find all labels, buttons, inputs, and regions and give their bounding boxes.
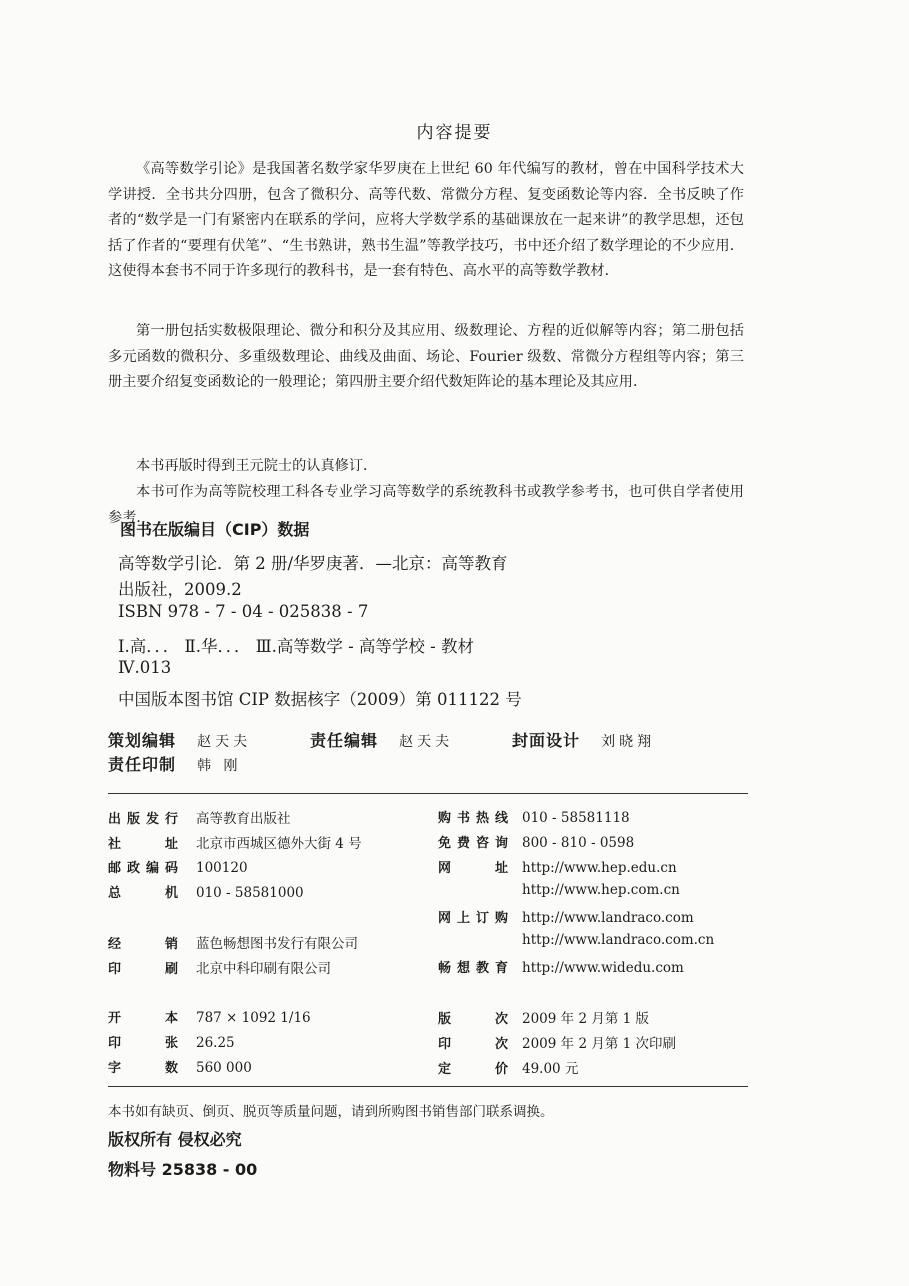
info-left-8: 字数 560 000 xyxy=(108,1060,252,1076)
planning-editor-name: 赵天夫 xyxy=(197,734,252,750)
quality-notice: 本书如有缺页、倒页、脱页等质量问题，请到所购图书销售部门联系调换。 xyxy=(108,1104,554,1120)
material-number: 物料号 25838 - 00 xyxy=(108,1160,258,1179)
planning-editor xyxy=(108,728,251,751)
info-right-7: 版次 2009 年 2 月第 1 版 xyxy=(438,1011,649,1027)
bottom-divider xyxy=(108,1086,748,1087)
summary-paragraph-2: 第一册包括实数极限理论、微分和积分及其应用、级数理论、方程的近似解等内容；第二册包括多元函数的微积分、多重级数理论、曲线及曲面、场论、Fourier 级数、常微分方程组等内容；第三册主要介绍复变函数论的一般理论；第四册主要介绍代数矩阵论的基本理论及其应用． xyxy=(108,323,744,390)
info-right-4: 网上订购 http://www.landraco.com xyxy=(438,910,694,926)
responsible-editor-name: 赵天夫 xyxy=(399,734,454,750)
cover-designer xyxy=(512,728,655,751)
planning-editor-label: 策划编辑 xyxy=(108,731,177,750)
print-supervisor xyxy=(108,752,242,775)
cover-designer-name: 刘晓翔 xyxy=(601,734,656,750)
cover-designer-label: 封面设计 xyxy=(512,731,581,750)
info-left-5: 印刷 北京中科印刷有限公司 xyxy=(108,961,331,977)
responsible-editor xyxy=(310,728,453,751)
print-supervisor-name: 韩 刚 xyxy=(197,758,242,774)
cip-line-1: 高等数学引论．第 2 册/华罗庚著．—北京：高等教育 xyxy=(118,554,508,573)
info-right-1: 免费咨询 800 - 810 - 0598 xyxy=(438,835,635,851)
info-left-6: 开本 787 × 1092 1/16 xyxy=(108,1010,311,1026)
info-left-0: 出版发行 高等教育出版社 xyxy=(108,811,291,827)
summary-paragraph-3: 本书再版时得到王元院士的认真修订． xyxy=(136,458,378,474)
top-divider xyxy=(108,793,748,794)
cip-line-3: Ⅰ.高．．． Ⅱ.华．．． Ⅲ.高等数学 - 高等学校 - 教材 xyxy=(118,637,474,656)
info-right-6: 畅想教育 http://www.widedu.com xyxy=(438,960,684,976)
info-left-3: 总机 010 - 58581000 xyxy=(108,885,304,901)
info-left-2: 邮政编码 100120 xyxy=(108,860,248,876)
print-supervisor-label: 责任印制 xyxy=(108,755,177,774)
summary-paragraph-1: 《高等数学引论》是我国著名数学家华罗庚在上世纪 60 年代编写的教材，曾在中国科学技术大学讲授．全书共分四册，包含了微积分、高等代数、常微分方程、复变函数论等内容．全书反映了作者的“数学是一门有紧密内在联系的学问，应将大学数学系的基础课放在一起来讲”的教学思想，还包括了作者的“要理有伏笔”、“生书熟讲，熟书生温”等教学技巧，书中还介绍了数学理论的不少应用．这使得本套书不同于许多现行的教科书，是一套有特色、高水平的高等数学教材． xyxy=(108,161,744,279)
info-right-0: 购书热线 010 - 58581118 xyxy=(438,810,630,826)
info-left-1: 社址 北京市西城区德外大街 4 号 xyxy=(108,836,362,852)
info-right-5: http://www.landraco.com.cn xyxy=(522,932,715,948)
cip-line-1b: 出版社，2009.2 xyxy=(118,580,242,599)
info-left-4: 经销 蓝色畅想图书发行有限公司 xyxy=(108,936,358,952)
info-right-8: 印次 2009 年 2 月第 1 次印刷 xyxy=(438,1036,676,1052)
copyright-notice: 版权所有 侵权必究 xyxy=(108,1130,242,1149)
info-left-7: 印张 26.25 xyxy=(108,1035,235,1051)
summary-paragraph-4: 本书可作为高等院校理工科各专业学习高等数学的系统教科书或教学参考书，也可供自学者使用参考． xyxy=(108,484,744,526)
cip-line-3b: Ⅳ.013 xyxy=(118,658,172,677)
page-title: 内容提要 xyxy=(416,123,493,143)
info-right-2: 网址 http://www.hep.edu.cn xyxy=(438,860,677,876)
responsible-editor-label: 责任编辑 xyxy=(310,731,379,750)
cip-line-4: 中国版本图书馆 CIP 数据核字（2009）第 011122 号 xyxy=(118,690,522,709)
cip-isbn: ISBN 978 - 7 - 04 - 025838 - 7 xyxy=(118,602,369,621)
info-right-9: 定价 49.00 元 xyxy=(438,1061,579,1077)
cip-title: 图书在版编目（CIP）数据 xyxy=(120,520,310,539)
info-right-3: http://www.hep.com.cn xyxy=(522,882,680,898)
